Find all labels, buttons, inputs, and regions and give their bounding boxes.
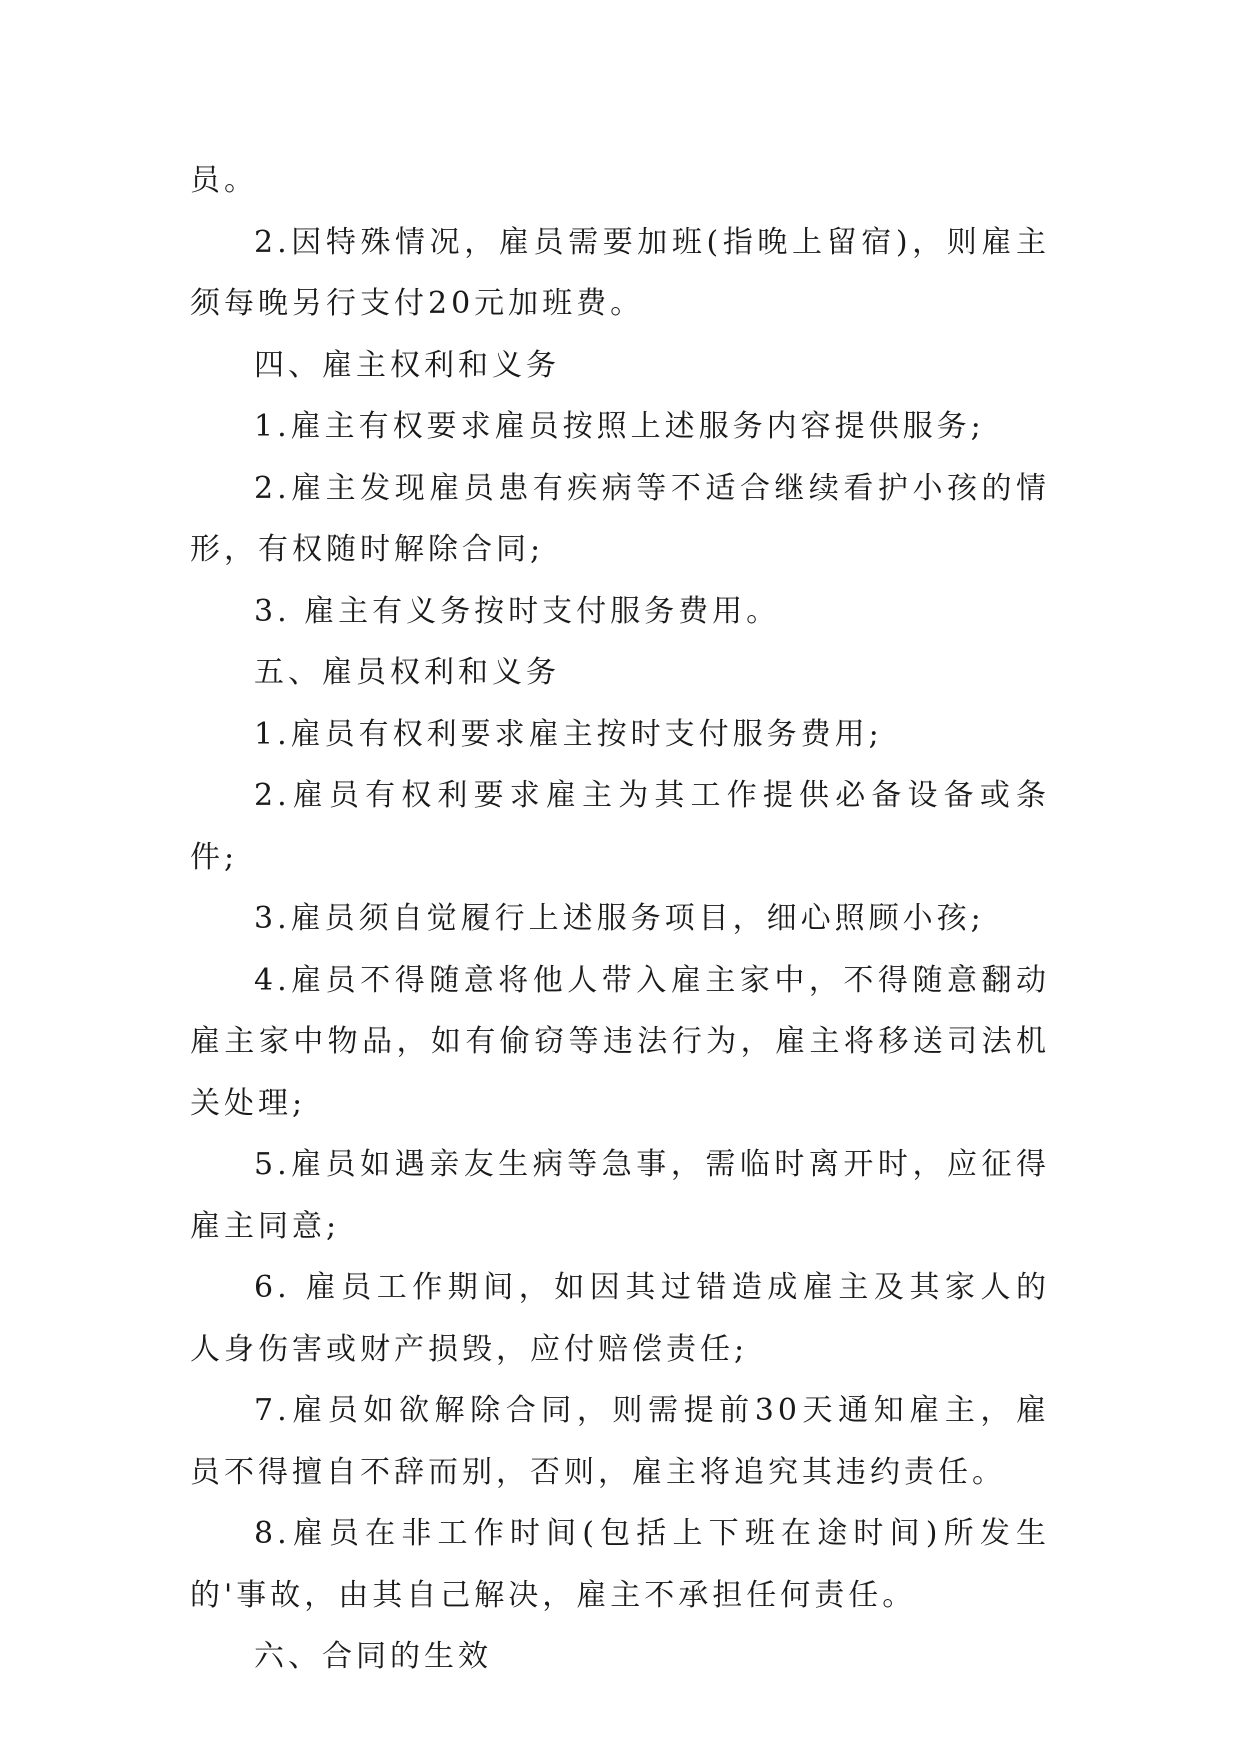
section-heading-employee-rights: 五、雇员权利和义务 bbox=[254, 655, 560, 690]
paragraph-continuation: 员。 bbox=[190, 163, 258, 198]
paragraph-overtime-clause: 2.因特殊情况，雇员需要加班(指晚上留宿)，则雇主须每晚另行支付20元加班费。 bbox=[190, 224, 1050, 321]
employee-clause-3: 3.雇员须自觉履行上述服务项目，细心照顾小孩; bbox=[254, 901, 985, 936]
employer-clause-3: 3. 雇主有义务按时支付服务费用。 bbox=[254, 593, 781, 629]
employer-clause-1: 1.雇主有权要求雇员按照上述服务内容提供服务; bbox=[254, 409, 985, 444]
document-body bbox=[190, 150, 1050, 1688]
employee-clause-5: 5.雇员如遇亲友生病等急事，需临时离开时，应征得雇主同意; bbox=[190, 1147, 1050, 1244]
employee-clause-7: 7.雇员如欲解除合同，则需提前30天通知雇主，雇员不得擅自不辞而别，否则，雇主将追究其违约责任。 bbox=[190, 1393, 1050, 1490]
employee-clause-1: 1.雇员有权利要求雇主按时支付服务费用; bbox=[254, 716, 883, 752]
employee-clause-6: 6. 雇员工作期间，如因其过错造成雇主及其家人的人身伤害或财产损毁，应付赔偿责任; bbox=[190, 1270, 1050, 1367]
employee-clause-8: 8.雇员在非工作时间(包括上下班在途时间)所发生的'事故，由其自己解决，雇主不承担任何责任。 bbox=[190, 1516, 1050, 1613]
employee-clause-2: 2.雇员有权利要求雇主为其工作提供必备设备或条件; bbox=[190, 778, 1050, 875]
section-heading-contract-effect: 六、合同的生效 bbox=[254, 1639, 492, 1674]
employer-clause-2: 2.雇主发现雇员患有疾病等不适合继续看护小孩的情形，有权随时解除合同; bbox=[190, 470, 1050, 567]
section-heading-employer-rights: 四、雇主权利和义务 bbox=[254, 347, 560, 383]
employee-clause-4: 4.雇员不得随意将他人带入雇主家中，不得随意翻动雇主家中物品，如有偷窃等违法行为，雇主将移送司法机关处理; bbox=[190, 962, 1050, 1121]
